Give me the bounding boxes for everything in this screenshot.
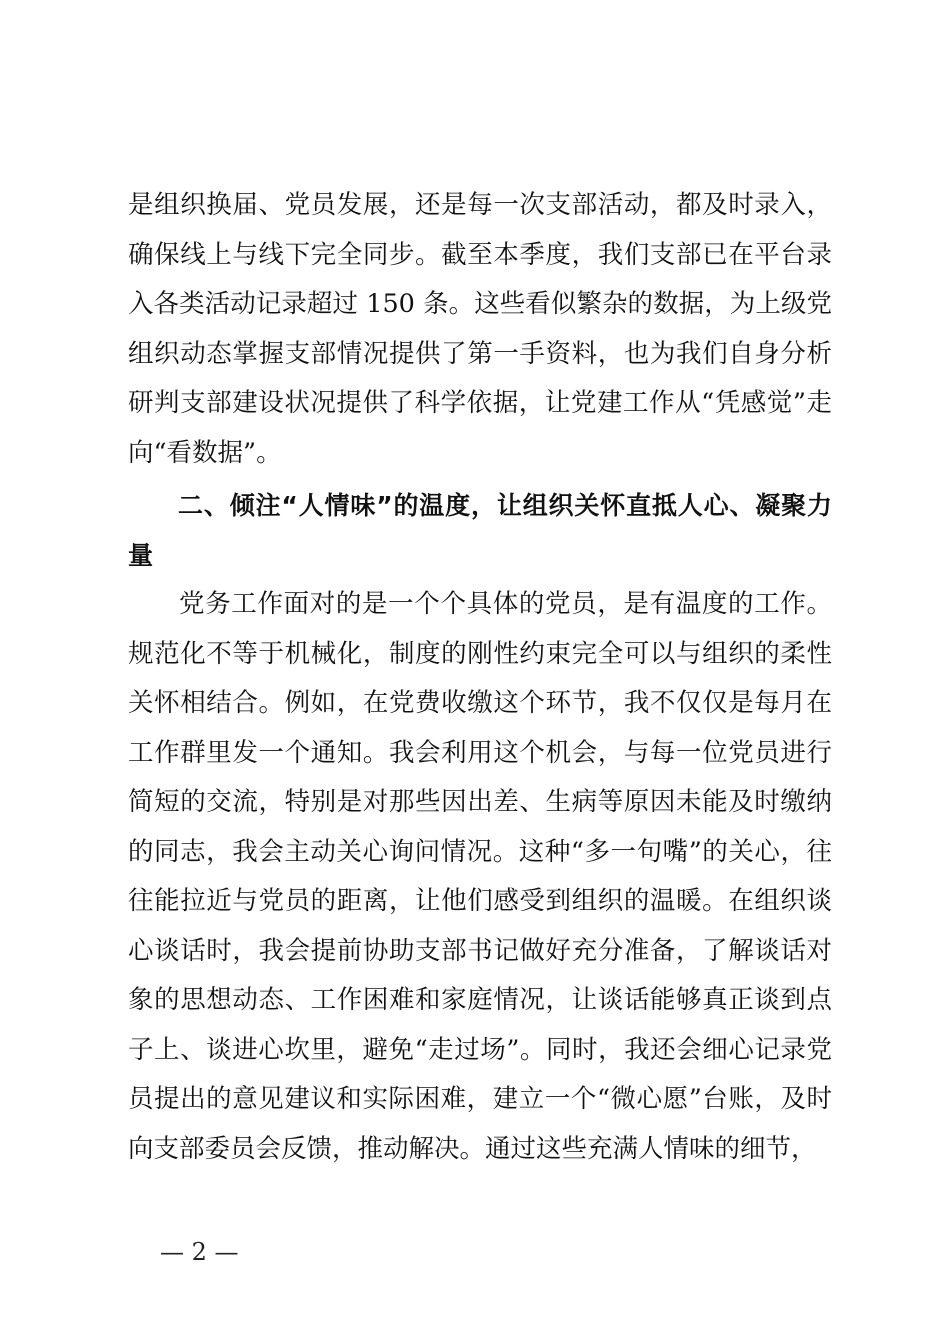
body-paragraph-2: 党务工作面对的是一个个具体的党员，是有温度的工作。规范化不等于机械化，制度的刚性约束完全可以与组织的柔性关怀相结合。例如，在党费收缴这个环节，我不仅仅是每月在工作群里发一个通知。我会利用这个机会，与每一位党员进行简短的交流，特别是对那些因出差、生病等原因未能及时缴纳的同志，我会主动关心询问情况。这种“多一句嘴”的关心，往往能拉近与党员的距离，让他们感受到组织的温暖。在组织谈心谈话时，我会提前协助支部书记做好充分准备，了解谈话对象的思想动态、工作困难和家庭情况，让谈话能够真正谈到点子上、谈进心坎里，避免“走过场”。同时，我还会细心记录党员提出的意见建议和实际困难，建立一个“微心愿”台账，及时向支部委员会反馈，推动解决。通过这些充满人情味的细节，	[128, 589, 832, 1164]
section-heading: 二、倾注“人情味”的温度，让组织关怀直抵人心、凝聚力量	[128, 491, 832, 570]
page-number: — 2 —	[160, 1238, 239, 1266]
body-paragraph-1: 是组织换届、党员发展，还是每一次支部活动，都及时录入，确保线上与线下完全同步。截至本季度，我们支部已在平台录入各类活动记录超过 150 条。这些看似繁杂的数据，为上级党组织动态掌握支部情况提供了第一手资料，也为我们自身分析研判支部建设状况提供了科学依据，让党建工作从“凭感觉”走向“看数据”。	[128, 190, 832, 468]
